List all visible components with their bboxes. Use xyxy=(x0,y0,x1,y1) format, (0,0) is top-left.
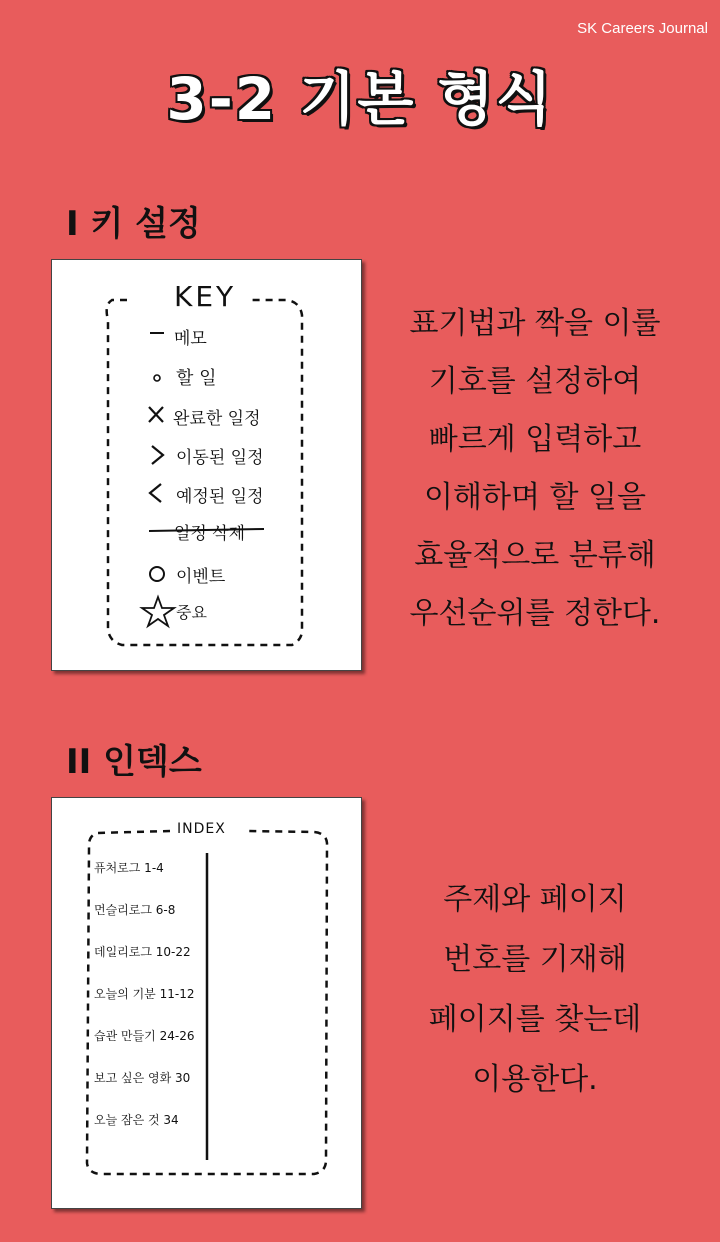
description-line: 이해하며 할 일을 xyxy=(424,480,646,515)
key-item-label: 할 일 xyxy=(176,368,217,389)
page-title: 3-2 기본 형식 xyxy=(166,65,554,133)
key-item-label: 중요 xyxy=(176,603,207,622)
less-than-icon xyxy=(150,484,161,502)
description-line: 번호를 기재해 xyxy=(443,942,627,977)
index-item: 오늘 잠은 것 34 xyxy=(94,1113,179,1127)
description-line: 이용한다. xyxy=(472,1062,598,1097)
x-icon xyxy=(149,407,163,422)
index-card xyxy=(51,797,362,1209)
index-item: 퓨처로그 1-4 xyxy=(94,861,164,875)
section-heading-index: II 인덱스 xyxy=(66,742,202,782)
star-icon xyxy=(142,597,174,626)
key-item-label: 일정 삭제 xyxy=(174,524,246,544)
key-item-label: 이동된 일정 xyxy=(176,448,264,468)
description-line: 빠르게 입력하고 xyxy=(428,422,642,457)
description-line: 페이지를 찾는데 xyxy=(428,1002,642,1037)
description-line: 표기법과 짝을 이룰 xyxy=(409,306,661,341)
circle-icon xyxy=(150,567,164,581)
key-description xyxy=(380,295,690,643)
description-line: 주제와 페이지 xyxy=(443,882,627,917)
key-item-label: 이벤트 xyxy=(176,567,226,587)
section-heading-key: I 키 설정 xyxy=(66,204,201,244)
key-title: KEY xyxy=(174,280,237,313)
index-item: 오늘의 기분 11-12 xyxy=(94,987,195,1001)
index-item: 보고 싶은 영화 30 xyxy=(94,1071,191,1085)
key-item-label: 메모 xyxy=(174,329,207,349)
description-line: 우선순위를 정한다. xyxy=(409,596,661,631)
index-item: 먼슬리로그 6-8 xyxy=(94,903,176,917)
index-title: INDEX xyxy=(177,821,226,837)
index-item: 데일리로그 10-22 xyxy=(94,945,191,959)
dot-icon xyxy=(154,375,160,381)
index-item: 습관 만들기 24-26 xyxy=(94,1029,195,1043)
description-line: 효율적으로 분류해 xyxy=(414,538,656,573)
key-item-label: 예정된 일정 xyxy=(176,487,264,507)
brand-label: SK Careers Journal xyxy=(577,20,708,37)
key-card xyxy=(51,259,362,671)
greater-than-icon xyxy=(152,446,163,464)
index-description xyxy=(380,870,690,1110)
description-line: 기호를 설정하여 xyxy=(428,364,642,399)
key-item-label: 완료한 일정 xyxy=(173,409,261,429)
